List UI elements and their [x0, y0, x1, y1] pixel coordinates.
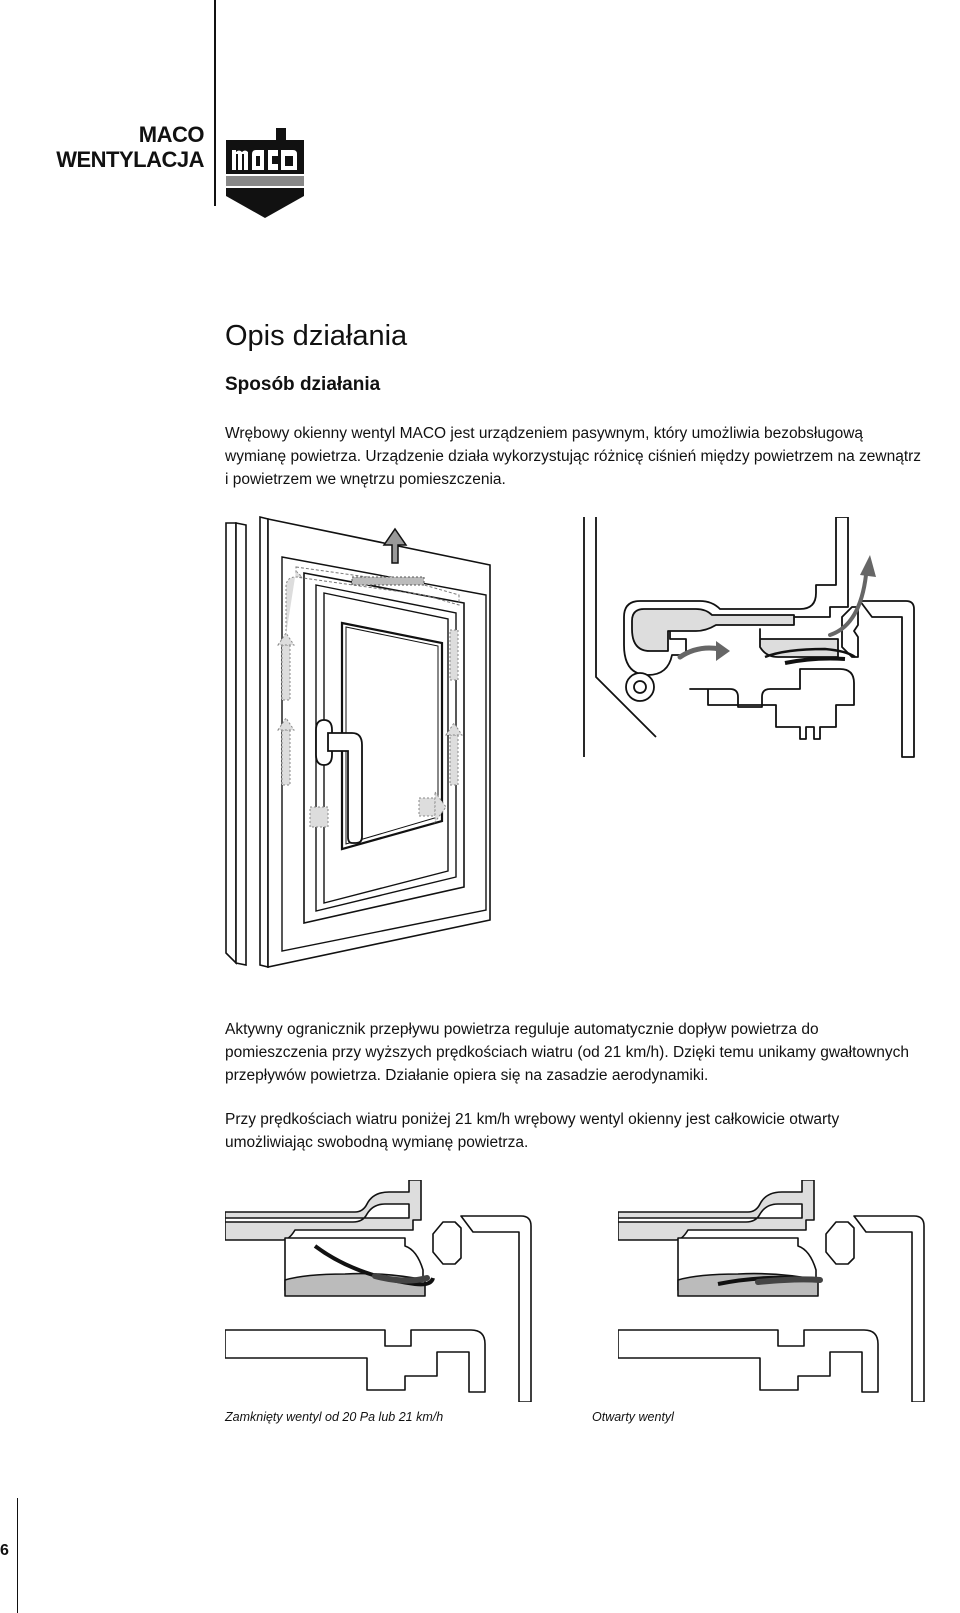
- open-caption: Otwarty wentyl: [592, 1410, 674, 1424]
- ventilator-cross-section-illustration: [580, 517, 930, 761]
- open-ventilator-illustration: [618, 1180, 930, 1402]
- closed-caption: Zamknięty wentyl od 20 Pa lub 21 km/h: [225, 1410, 444, 1424]
- window-airflow-illustration: [224, 515, 494, 970]
- page-title: Opis działania: [225, 320, 408, 352]
- brand-line-1: MACO: [138, 122, 204, 147]
- brand-name: [52, 122, 204, 172]
- brand-line-2: WENTYLACJA: [56, 147, 204, 172]
- limiter-paragraph: Aktywny ogranicznik przepływu powietrza reguluje automatycznie dopływ powietrza do pomieszczenia przy wyższych prędkościach wiatru (od 21 km/h). Dzięki temu unikamy gwałtownych przepływów powietrza. Działanie opiera się na zasadzie aerodynamiki.: [225, 1021, 909, 1084]
- header-divider-line: [214, 0, 216, 206]
- page-number: 6: [0, 1542, 9, 1559]
- footer-divider-line: [17, 1498, 18, 1613]
- intro-paragraph: Wrębowy okienny wentyl MACO jest urządzeniem pasywnym, który umożliwia bezobsługową wymianę powietrza. Urządzenie działa wykorzystując różnicę ciśnień między powietrzem na zewnątrz i powietrzem we wnętrzu pomieszczenia.: [225, 425, 922, 488]
- maco-logo: [224, 126, 306, 218]
- section-subtitle: Sposób działania: [225, 374, 381, 395]
- closed-ventilator-illustration: [225, 1180, 537, 1402]
- open-paragraph: Przy prędkościach wiatru poniżej 21 km/h wrębowy wentyl okienny jest całkowicie otwarty umożliwiając swobodną wymianę powietrza.: [225, 1111, 840, 1151]
